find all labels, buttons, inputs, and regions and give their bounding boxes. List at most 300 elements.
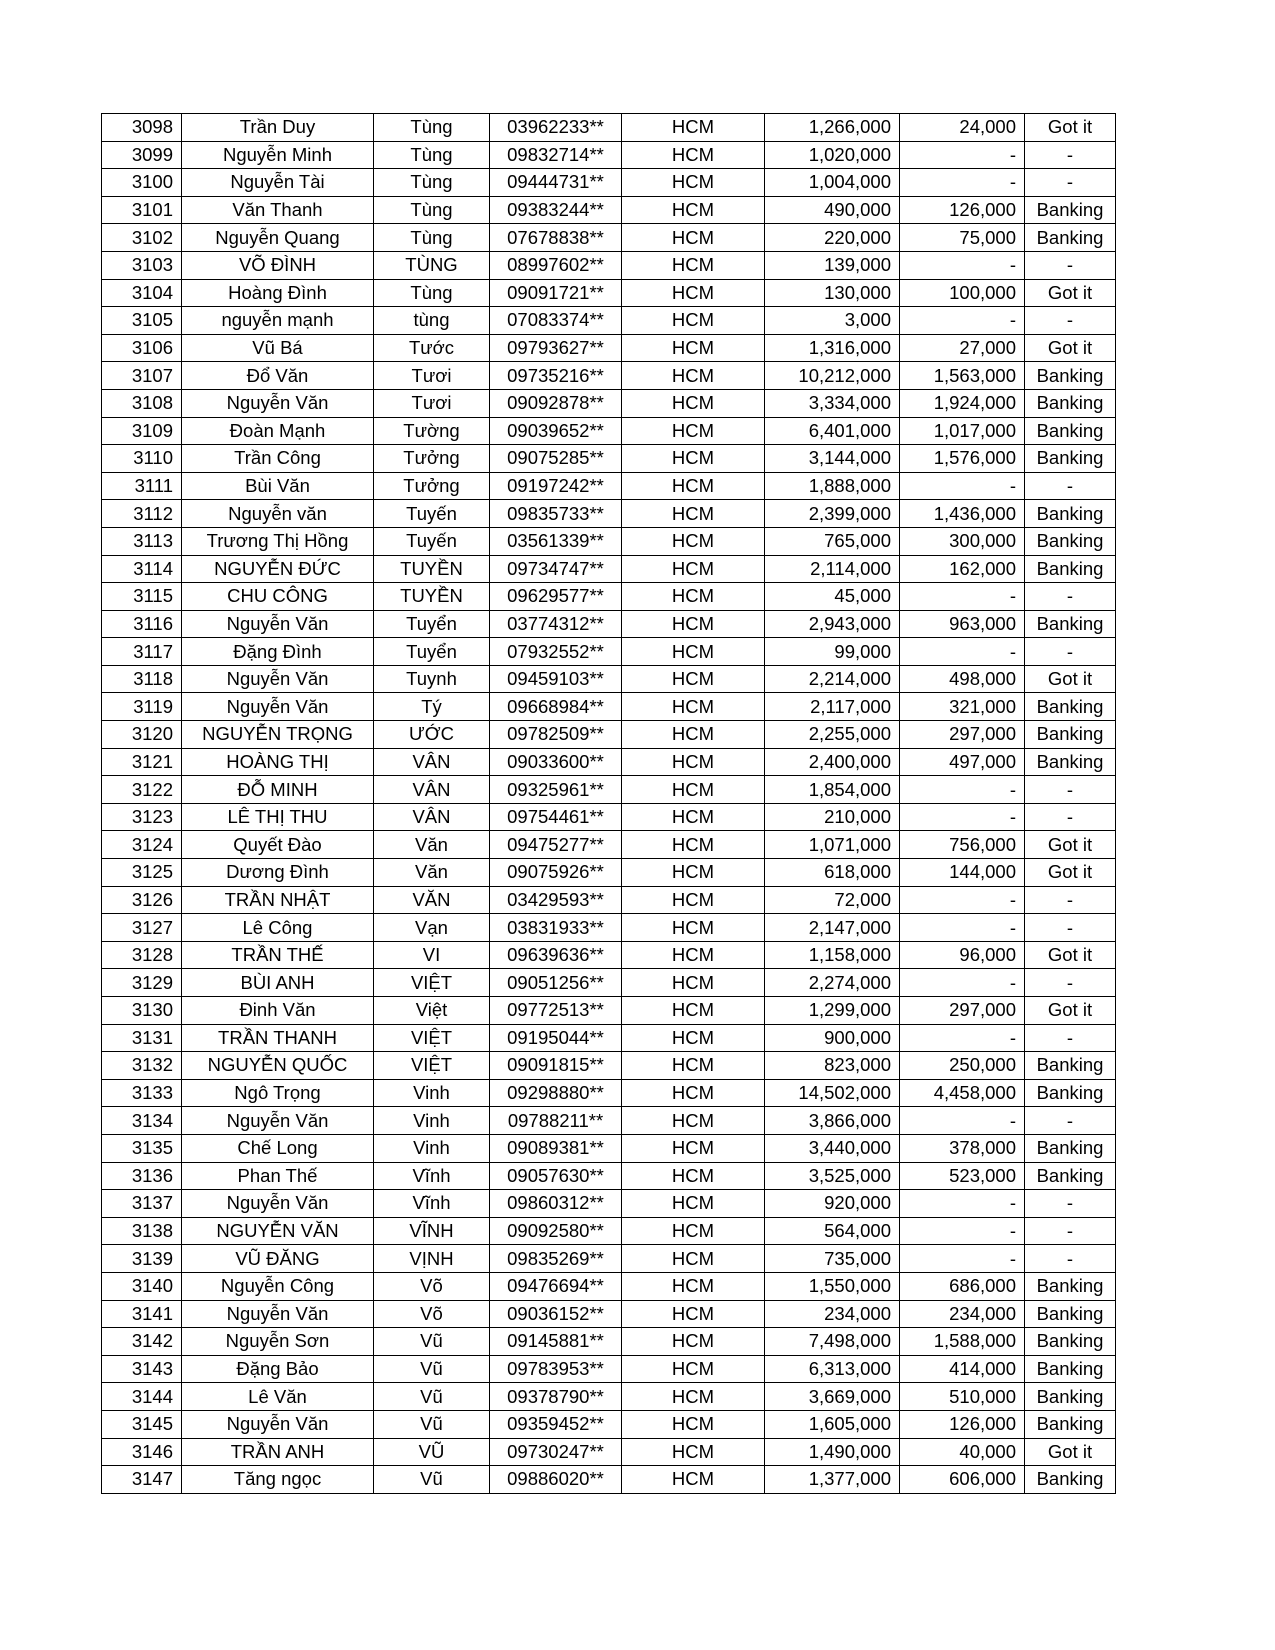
first-name-cell: Tuynh xyxy=(374,665,490,693)
table-row xyxy=(102,610,1116,638)
payment-method-cell: Banking xyxy=(1025,1410,1116,1438)
table-row xyxy=(102,472,1116,500)
first-name-cell: Vũ xyxy=(374,1355,490,1383)
last-name-cell: Chế Long xyxy=(182,1134,374,1162)
total-amount-cell: 14,502,000 xyxy=(765,1079,900,1107)
city-cell: HCM xyxy=(622,969,765,997)
phone-cell: 09886020** xyxy=(490,1466,622,1494)
city-cell: HCM xyxy=(622,748,765,776)
first-name-cell: Vạn xyxy=(374,914,490,942)
row-number-cell: 3104 xyxy=(102,279,182,307)
total-amount-cell: 6,401,000 xyxy=(765,417,900,445)
phone-cell: 09359452** xyxy=(490,1410,622,1438)
paid-amount-cell: 510,000 xyxy=(900,1383,1025,1411)
paid-amount-cell: 75,000 xyxy=(900,224,1025,252)
first-name-cell: Việt xyxy=(374,997,490,1025)
table-row xyxy=(102,1272,1116,1300)
phone-cell: 09788211** xyxy=(490,1107,622,1135)
phone-cell: 09754461** xyxy=(490,803,622,831)
paid-amount-cell: 162,000 xyxy=(900,555,1025,583)
first-name-cell: Võ xyxy=(374,1272,490,1300)
table-row xyxy=(102,665,1116,693)
phone-cell: 09835269** xyxy=(490,1245,622,1273)
payment-method-cell: Banking xyxy=(1025,1272,1116,1300)
last-name-cell: NGUYỄN ĐỨC xyxy=(182,555,374,583)
table-row xyxy=(102,969,1116,997)
last-name-cell: Nguyễn Tài xyxy=(182,169,374,197)
city-cell: HCM xyxy=(622,472,765,500)
last-name-cell: Đặng Bảo xyxy=(182,1355,374,1383)
city-cell: HCM xyxy=(622,859,765,887)
total-amount-cell: 2,943,000 xyxy=(765,610,900,638)
payment-method-cell: Banking xyxy=(1025,1052,1116,1080)
total-amount-cell: 564,000 xyxy=(765,1217,900,1245)
last-name-cell: Nguyễn Văn xyxy=(182,1107,374,1135)
payment-method-cell: Got it xyxy=(1025,1438,1116,1466)
row-number-cell: 3128 xyxy=(102,941,182,969)
first-name-cell: VIỆT xyxy=(374,1052,490,1080)
total-amount-cell: 3,000 xyxy=(765,307,900,335)
table-row xyxy=(102,721,1116,749)
city-cell: HCM xyxy=(622,1272,765,1300)
total-amount-cell: 3,525,000 xyxy=(765,1162,900,1190)
city-cell: HCM xyxy=(622,941,765,969)
payment-method-cell: Banking xyxy=(1025,445,1116,473)
last-name-cell: TRẦN THANH xyxy=(182,1024,374,1052)
table-row xyxy=(102,445,1116,473)
total-amount-cell: 1,316,000 xyxy=(765,334,900,362)
total-amount-cell: 1,605,000 xyxy=(765,1410,900,1438)
payment-method-cell: - xyxy=(1025,1217,1116,1245)
last-name-cell: Nguyễn Văn xyxy=(182,1300,374,1328)
total-amount-cell: 10,212,000 xyxy=(765,362,900,390)
city-cell: HCM xyxy=(622,141,765,169)
total-amount-cell: 1,550,000 xyxy=(765,1272,900,1300)
paid-amount-cell: - xyxy=(900,886,1025,914)
table-row xyxy=(102,555,1116,583)
payment-method-cell: Banking xyxy=(1025,527,1116,555)
table-row xyxy=(102,583,1116,611)
last-name-cell: Đặng Đình xyxy=(182,638,374,666)
last-name-cell: Nguyễn Văn xyxy=(182,665,374,693)
row-number-cell: 3109 xyxy=(102,417,182,445)
row-number-cell: 3141 xyxy=(102,1300,182,1328)
first-name-cell: Vũ xyxy=(374,1410,490,1438)
payment-method-cell: - xyxy=(1025,914,1116,942)
first-name-cell: TUYỀN xyxy=(374,583,490,611)
row-number-cell: 3101 xyxy=(102,196,182,224)
total-amount-cell: 735,000 xyxy=(765,1245,900,1273)
phone-cell: 09860312** xyxy=(490,1190,622,1218)
city-cell: HCM xyxy=(622,610,765,638)
last-name-cell: Bùi Văn xyxy=(182,472,374,500)
row-number-cell: 3122 xyxy=(102,776,182,804)
phone-cell: 09835733** xyxy=(490,500,622,528)
table-row xyxy=(102,141,1116,169)
phone-cell: 09325961** xyxy=(490,776,622,804)
phone-cell: 09832714** xyxy=(490,141,622,169)
last-name-cell: Lê Công xyxy=(182,914,374,942)
phone-cell: 09091815** xyxy=(490,1052,622,1080)
city-cell: HCM xyxy=(622,1162,765,1190)
paid-amount-cell: 1,436,000 xyxy=(900,500,1025,528)
total-amount-cell: 618,000 xyxy=(765,859,900,887)
first-name-cell: TUYỀN xyxy=(374,555,490,583)
row-number-cell: 3126 xyxy=(102,886,182,914)
payment-method-cell: Banking xyxy=(1025,196,1116,224)
payment-method-cell: Banking xyxy=(1025,1355,1116,1383)
phone-cell: 09378790** xyxy=(490,1383,622,1411)
phone-cell: 09783953** xyxy=(490,1355,622,1383)
city-cell: HCM xyxy=(622,1079,765,1107)
first-name-cell: VĨNH xyxy=(374,1217,490,1245)
city-cell: HCM xyxy=(622,831,765,859)
first-name-cell: Vinh xyxy=(374,1107,490,1135)
total-amount-cell: 6,313,000 xyxy=(765,1355,900,1383)
payment-method-cell: Banking xyxy=(1025,1134,1116,1162)
total-amount-cell: 2,114,000 xyxy=(765,555,900,583)
phone-cell: 09782509** xyxy=(490,721,622,749)
table-row xyxy=(102,1328,1116,1356)
row-number-cell: 3103 xyxy=(102,251,182,279)
total-amount-cell: 2,214,000 xyxy=(765,665,900,693)
payment-method-cell: - xyxy=(1025,803,1116,831)
total-amount-cell: 2,400,000 xyxy=(765,748,900,776)
first-name-cell: VỊNH xyxy=(374,1245,490,1273)
phone-cell: 09730247** xyxy=(490,1438,622,1466)
table-row xyxy=(102,997,1116,1025)
payment-method-cell: Banking xyxy=(1025,1466,1116,1494)
phone-cell: 09039652** xyxy=(490,417,622,445)
payment-method-cell: - xyxy=(1025,969,1116,997)
paid-amount-cell: - xyxy=(900,969,1025,997)
row-number-cell: 3136 xyxy=(102,1162,182,1190)
city-cell: HCM xyxy=(622,169,765,197)
total-amount-cell: 3,144,000 xyxy=(765,445,900,473)
phone-cell: 09459103** xyxy=(490,665,622,693)
last-name-cell: Đổ Văn xyxy=(182,362,374,390)
first-name-cell: Văn xyxy=(374,859,490,887)
city-cell: HCM xyxy=(622,1328,765,1356)
row-number-cell: 3112 xyxy=(102,500,182,528)
last-name-cell: Ngô Trọng xyxy=(182,1079,374,1107)
first-name-cell: VŨ xyxy=(374,1438,490,1466)
first-name-cell: Tuyến xyxy=(374,500,490,528)
city-cell: HCM xyxy=(622,1107,765,1135)
table-row xyxy=(102,941,1116,969)
phone-cell: 09075926** xyxy=(490,859,622,887)
payment-method-cell: Banking xyxy=(1025,1079,1116,1107)
paid-amount-cell: 100,000 xyxy=(900,279,1025,307)
paid-amount-cell: 126,000 xyxy=(900,196,1025,224)
data-table xyxy=(101,113,1116,1494)
row-number-cell: 3123 xyxy=(102,803,182,831)
first-name-cell: Tùng xyxy=(374,141,490,169)
table-row xyxy=(102,914,1116,942)
payment-method-cell: - xyxy=(1025,1024,1116,1052)
payment-method-cell: Got it xyxy=(1025,997,1116,1025)
table-row xyxy=(102,1466,1116,1494)
city-cell: HCM xyxy=(622,1217,765,1245)
first-name-cell: Tuyến xyxy=(374,527,490,555)
payment-method-cell: - xyxy=(1025,886,1116,914)
table-row xyxy=(102,224,1116,252)
city-cell: HCM xyxy=(622,307,765,335)
table-row xyxy=(102,638,1116,666)
last-name-cell: BÙI ANH xyxy=(182,969,374,997)
first-name-cell: Tuyển xyxy=(374,610,490,638)
phone-cell: 09444731** xyxy=(490,169,622,197)
phone-cell: 03561339** xyxy=(490,527,622,555)
table-row xyxy=(102,748,1116,776)
payment-method-cell: Banking xyxy=(1025,1383,1116,1411)
city-cell: HCM xyxy=(622,583,765,611)
phone-cell: 09036152** xyxy=(490,1300,622,1328)
last-name-cell: Nguyễn Văn xyxy=(182,1190,374,1218)
city-cell: HCM xyxy=(622,1190,765,1218)
first-name-cell: Tươi xyxy=(374,362,490,390)
row-number-cell: 3121 xyxy=(102,748,182,776)
paid-amount-cell: - xyxy=(900,914,1025,942)
city-cell: HCM xyxy=(622,251,765,279)
payment-method-cell: - xyxy=(1025,776,1116,804)
paid-amount-cell: 297,000 xyxy=(900,721,1025,749)
phone-cell: 09195044** xyxy=(490,1024,622,1052)
last-name-cell: HOÀNG THỊ xyxy=(182,748,374,776)
payment-method-cell: Banking xyxy=(1025,362,1116,390)
table-row xyxy=(102,417,1116,445)
total-amount-cell: 490,000 xyxy=(765,196,900,224)
payment-method-cell: Banking xyxy=(1025,389,1116,417)
first-name-cell: VIỆT xyxy=(374,969,490,997)
payment-method-cell: Banking xyxy=(1025,693,1116,721)
total-amount-cell: 2,255,000 xyxy=(765,721,900,749)
last-name-cell: NGUYỄN TRỌNG xyxy=(182,721,374,749)
first-name-cell: Tươi xyxy=(374,389,490,417)
row-number-cell: 3116 xyxy=(102,610,182,638)
table-row xyxy=(102,1052,1116,1080)
row-number-cell: 3140 xyxy=(102,1272,182,1300)
table-row xyxy=(102,886,1116,914)
city-cell: HCM xyxy=(622,914,765,942)
row-number-cell: 3133 xyxy=(102,1079,182,1107)
total-amount-cell: 1,490,000 xyxy=(765,1438,900,1466)
paid-amount-cell: - xyxy=(900,583,1025,611)
city-cell: HCM xyxy=(622,389,765,417)
total-amount-cell: 1,377,000 xyxy=(765,1466,900,1494)
total-amount-cell: 234,000 xyxy=(765,1300,900,1328)
table-row xyxy=(102,362,1116,390)
last-name-cell: TRẦN THẾ xyxy=(182,941,374,969)
paid-amount-cell: - xyxy=(900,1024,1025,1052)
city-cell: HCM xyxy=(622,693,765,721)
city-cell: HCM xyxy=(622,1052,765,1080)
table-row xyxy=(102,831,1116,859)
total-amount-cell: 1,071,000 xyxy=(765,831,900,859)
city-cell: HCM xyxy=(622,500,765,528)
table-row xyxy=(102,307,1116,335)
last-name-cell: Nguyễn Văn xyxy=(182,693,374,721)
city-cell: HCM xyxy=(622,527,765,555)
total-amount-cell: 3,669,000 xyxy=(765,1383,900,1411)
table-row xyxy=(102,1024,1116,1052)
phone-cell: 09383244** xyxy=(490,196,622,224)
city-cell: HCM xyxy=(622,362,765,390)
row-number-cell: 3108 xyxy=(102,389,182,417)
phone-cell: 08997602** xyxy=(490,251,622,279)
phone-cell: 09668984** xyxy=(490,693,622,721)
payment-method-cell: Banking xyxy=(1025,224,1116,252)
last-name-cell: Nguyễn Sơn xyxy=(182,1328,374,1356)
phone-cell: 03429593** xyxy=(490,886,622,914)
row-number-cell: 3127 xyxy=(102,914,182,942)
last-name-cell: Nguyễn Minh xyxy=(182,141,374,169)
total-amount-cell: 3,440,000 xyxy=(765,1134,900,1162)
last-name-cell: VŨ ĐĂNG xyxy=(182,1245,374,1273)
row-number-cell: 3106 xyxy=(102,334,182,362)
city-cell: HCM xyxy=(622,638,765,666)
last-name-cell: Nguyễn Quang xyxy=(182,224,374,252)
phone-cell: 09629577** xyxy=(490,583,622,611)
paid-amount-cell: 234,000 xyxy=(900,1300,1025,1328)
total-amount-cell: 765,000 xyxy=(765,527,900,555)
first-name-cell: Vũ xyxy=(374,1383,490,1411)
paid-amount-cell: 40,000 xyxy=(900,1438,1025,1466)
first-name-cell: Tước xyxy=(374,334,490,362)
payment-method-cell: - xyxy=(1025,1107,1116,1135)
row-number-cell: 3100 xyxy=(102,169,182,197)
payment-method-cell: Got it xyxy=(1025,859,1116,887)
total-amount-cell: 2,274,000 xyxy=(765,969,900,997)
row-number-cell: 3120 xyxy=(102,721,182,749)
total-amount-cell: 3,866,000 xyxy=(765,1107,900,1135)
phone-cell: 09075285** xyxy=(490,445,622,473)
table-row xyxy=(102,803,1116,831)
last-name-cell: Nguyễn Văn xyxy=(182,610,374,638)
city-cell: HCM xyxy=(622,776,765,804)
paid-amount-cell: - xyxy=(900,1245,1025,1273)
city-cell: HCM xyxy=(622,1383,765,1411)
last-name-cell: Nguyễn văn xyxy=(182,500,374,528)
paid-amount-cell: - xyxy=(900,776,1025,804)
row-number-cell: 3125 xyxy=(102,859,182,887)
payment-method-cell: - xyxy=(1025,251,1116,279)
row-number-cell: 3098 xyxy=(102,114,182,142)
paid-amount-cell: 297,000 xyxy=(900,997,1025,1025)
first-name-cell: Vũ xyxy=(374,1466,490,1494)
row-number-cell: 3131 xyxy=(102,1024,182,1052)
city-cell: HCM xyxy=(622,803,765,831)
payment-method-cell: Got it xyxy=(1025,941,1116,969)
first-name-cell: VĂN xyxy=(374,886,490,914)
first-name-cell: ƯỚC xyxy=(374,721,490,749)
phone-cell: 07932552** xyxy=(490,638,622,666)
last-name-cell: Vũ Bá xyxy=(182,334,374,362)
row-number-cell: 3144 xyxy=(102,1383,182,1411)
total-amount-cell: 823,000 xyxy=(765,1052,900,1080)
city-cell: HCM xyxy=(622,1466,765,1494)
row-number-cell: 3135 xyxy=(102,1134,182,1162)
city-cell: HCM xyxy=(622,886,765,914)
phone-cell: 09475277** xyxy=(490,831,622,859)
first-name-cell: Tuyển xyxy=(374,638,490,666)
payment-method-cell: - xyxy=(1025,1190,1116,1218)
first-name-cell: Tý xyxy=(374,693,490,721)
last-name-cell: Nguyễn Văn xyxy=(182,389,374,417)
last-name-cell: nguyễn mạnh xyxy=(182,307,374,335)
phone-cell: 07083374** xyxy=(490,307,622,335)
phone-cell: 09772513** xyxy=(490,997,622,1025)
last-name-cell: Nguyễn Công xyxy=(182,1272,374,1300)
phone-cell: 09033600** xyxy=(490,748,622,776)
total-amount-cell: 45,000 xyxy=(765,583,900,611)
row-number-cell: 3113 xyxy=(102,527,182,555)
total-amount-cell: 2,117,000 xyxy=(765,693,900,721)
phone-cell: 03831933** xyxy=(490,914,622,942)
city-cell: HCM xyxy=(622,1300,765,1328)
city-cell: HCM xyxy=(622,334,765,362)
paid-amount-cell: - xyxy=(900,803,1025,831)
city-cell: HCM xyxy=(622,196,765,224)
payment-method-cell: Banking xyxy=(1025,500,1116,528)
first-name-cell: Tường xyxy=(374,417,490,445)
last-name-cell: Lê Văn xyxy=(182,1383,374,1411)
last-name-cell: Trần Công xyxy=(182,445,374,473)
phone-cell: 07678838** xyxy=(490,224,622,252)
table-row xyxy=(102,1383,1116,1411)
total-amount-cell: 220,000 xyxy=(765,224,900,252)
first-name-cell: Văn xyxy=(374,831,490,859)
phone-cell: 09476694** xyxy=(490,1272,622,1300)
payment-method-cell: Got it xyxy=(1025,831,1116,859)
total-amount-cell: 1,158,000 xyxy=(765,941,900,969)
first-name-cell: Vĩnh xyxy=(374,1162,490,1190)
table-row xyxy=(102,196,1116,224)
first-name-cell: Vĩnh xyxy=(374,1190,490,1218)
last-name-cell: Trương Thị Hồng xyxy=(182,527,374,555)
paid-amount-cell: 1,924,000 xyxy=(900,389,1025,417)
table-row xyxy=(102,859,1116,887)
total-amount-cell: 2,399,000 xyxy=(765,500,900,528)
total-amount-cell: 1,020,000 xyxy=(765,141,900,169)
payment-method-cell: - xyxy=(1025,141,1116,169)
row-number-cell: 3099 xyxy=(102,141,182,169)
payment-method-cell: - xyxy=(1025,583,1116,611)
phone-cell: 09092878** xyxy=(490,389,622,417)
table-row xyxy=(102,334,1116,362)
paid-amount-cell: - xyxy=(900,251,1025,279)
paid-amount-cell: 606,000 xyxy=(900,1466,1025,1494)
total-amount-cell: 1,299,000 xyxy=(765,997,900,1025)
paid-amount-cell: 378,000 xyxy=(900,1134,1025,1162)
row-number-cell: 3105 xyxy=(102,307,182,335)
last-name-cell: ĐỖ MINH xyxy=(182,776,374,804)
paid-amount-cell: - xyxy=(900,1190,1025,1218)
payment-method-cell: - xyxy=(1025,307,1116,335)
row-number-cell: 3137 xyxy=(102,1190,182,1218)
row-number-cell: 3118 xyxy=(102,665,182,693)
paid-amount-cell: - xyxy=(900,1107,1025,1135)
payment-method-cell: - xyxy=(1025,1245,1116,1273)
paid-amount-cell: 250,000 xyxy=(900,1052,1025,1080)
payment-method-cell: Banking xyxy=(1025,748,1116,776)
first-name-cell: TÙNG xyxy=(374,251,490,279)
table-row xyxy=(102,1190,1116,1218)
paid-amount-cell: - xyxy=(900,1217,1025,1245)
payment-method-cell: Banking xyxy=(1025,1328,1116,1356)
last-name-cell: Nguyễn Văn xyxy=(182,1410,374,1438)
first-name-cell: Tùng xyxy=(374,114,490,142)
